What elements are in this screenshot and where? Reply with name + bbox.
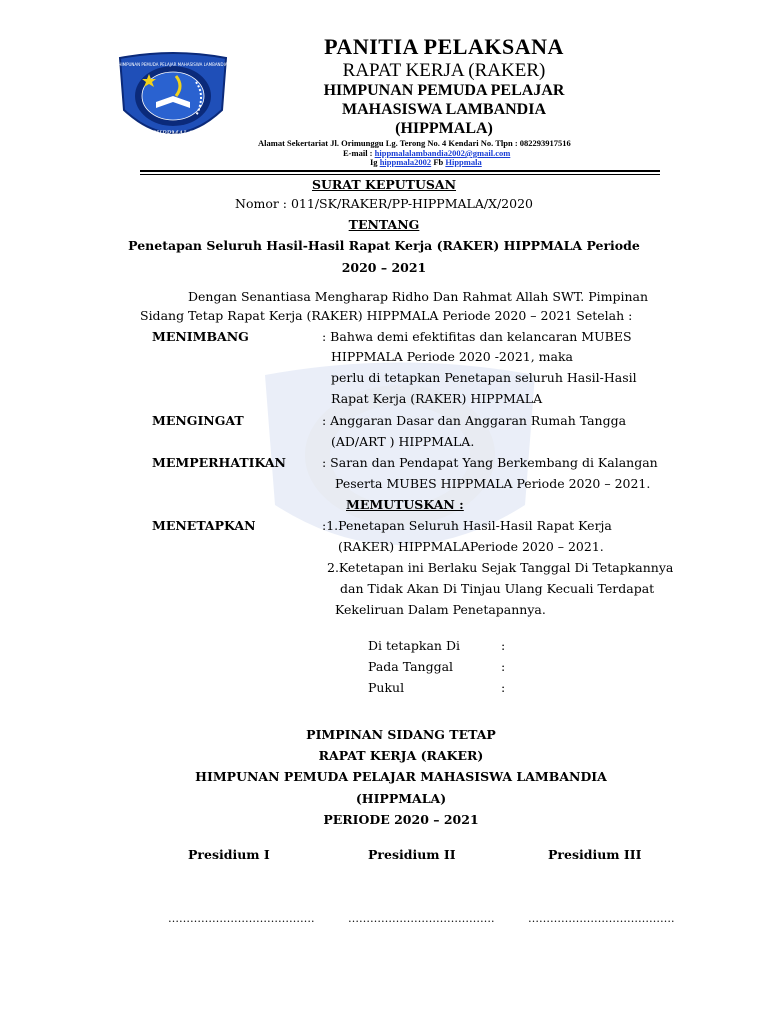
recalling-line-2: (AD/ART ) HIPPMALA. bbox=[331, 434, 475, 449]
org-line-2: RAPAT KERJA (RAKER) bbox=[342, 60, 546, 81]
header-divider-thick bbox=[140, 170, 660, 172]
considering-line-1: : Bahwa demi efektifitas dan kelancaran MUBES bbox=[322, 329, 632, 344]
address: Alamat Sekertariat Jl. Orimunggu Lg. Terong No. 4 Kendari No. Tlpn : 082293917516 bbox=[258, 138, 571, 148]
fb-label: Fb bbox=[433, 157, 444, 167]
subject-line-1: Penetapan Seluruh Hasil-Hasil Rapat Kerja (RAKER) HIPPMALA Periode bbox=[128, 238, 640, 253]
presidium-1-signature-line: …………………………………. bbox=[168, 912, 315, 925]
presidium-3-signature-line: …………………………………. bbox=[528, 912, 675, 925]
considering-line-3: perlu di tetapkan Penetapan seluruh Hasil-Hasil bbox=[331, 370, 637, 385]
time-colon: : bbox=[501, 680, 506, 695]
subject-line-2: 2020 – 2021 bbox=[341, 260, 427, 275]
deciding-label: MENETAPKAN bbox=[152, 518, 256, 533]
logo-ring-text: HIMPUNAN PEMUDA PELAJAR MAHASISWA LAMBANDIA bbox=[118, 62, 228, 67]
about-label: TENTANG bbox=[348, 217, 420, 232]
presidium-3-label: Presidium III bbox=[548, 847, 642, 862]
presidium-1-label: Presidium I bbox=[188, 847, 270, 862]
decree-title: SURAT KEPUTUSAN bbox=[311, 177, 457, 192]
intro-line-2: Sidang Tetap Rapat Kerja (RAKER) HIPPMALA Periode 2020 – 2021 Setelah : bbox=[140, 308, 633, 323]
signatory-line-1: PIMPINAN SIDANG TETAP bbox=[306, 727, 496, 742]
signatory-line-5: PERIODE 2020 – 2021 bbox=[323, 812, 479, 827]
place-label: Di tetapkan Di bbox=[368, 638, 460, 653]
signatory-line-4: (HIPPMALA) bbox=[355, 791, 447, 806]
date-colon: : bbox=[501, 659, 506, 674]
noting-line-1: : Saran dan Pendapat Yang Berkembang di Kalangan bbox=[322, 455, 658, 470]
noting-line-2: Peserta MUBES HIPPMALA Periode 2020 – 2021. bbox=[335, 476, 651, 491]
deciding-item-2-line-1: 2.Ketetapan ini Berlaku Sejak Tanggal Di Tetapkannya bbox=[327, 560, 674, 575]
recalling-line-1: : Anggaran Dasar dan Anggaran Rumah Tangga bbox=[322, 413, 627, 428]
email-link[interactable]: hippmalalambandia2002@gmail.com bbox=[374, 148, 511, 158]
time-label: Pukul bbox=[368, 680, 405, 695]
presidium-2-label: Presidium II bbox=[368, 847, 456, 862]
ig-label: Ig bbox=[370, 157, 378, 167]
ig-link[interactable]: hippmala2002 bbox=[379, 157, 432, 167]
considering-label: MENIMBANG bbox=[152, 329, 249, 344]
place-colon: : bbox=[501, 638, 506, 653]
signatory-line-2: RAPAT KERJA (RAKER) bbox=[318, 748, 484, 763]
deciding-item-1-line-1: :1.Penetapan Seluruh Hasil-Hasil Rapat Kerja bbox=[322, 518, 612, 533]
considering-line-2: HIPPMALA Periode 2020 -2021, maka bbox=[331, 349, 574, 364]
considering-line-4: Rapat Kerja (RAKER) HIPPMALA bbox=[331, 391, 543, 406]
email-label: E-mail : bbox=[343, 148, 373, 158]
social-line bbox=[370, 157, 482, 167]
noting-label: MEMPERHATIKAN bbox=[152, 455, 286, 470]
org-line-1: PANITIA PELAKSANA bbox=[324, 34, 564, 59]
deciding-item-2-line-3: Kekeliruan Dalam Penetapannya. bbox=[335, 602, 546, 617]
org-line-4: MAHASISWA LAMBANDIA bbox=[341, 101, 547, 118]
signatory-line-3: HIMPUNAN PEMUDA PELAJAR MAHASISWA LAMBANDIA bbox=[195, 769, 607, 784]
decree-number: Nomor : 011/SK/RAKER/PP-HIPPMALA/X/2020 bbox=[235, 196, 533, 211]
presidium-2-signature-line: …………………………………. bbox=[348, 912, 495, 925]
intro-line-1: Dengan Senantiasa Mengharap Ridho Dan Rahmat Allah SWT. Pimpinan bbox=[188, 289, 649, 304]
deciding-heading: MEMUTUSKAN : bbox=[346, 497, 464, 512]
org-line-5: (HIPPMALA) bbox=[395, 120, 493, 137]
org-line-3: HIMPUNAN PEMUDA PELAJAR bbox=[323, 82, 565, 99]
date-label: Pada Tanggal bbox=[368, 659, 454, 674]
deciding-item-2-line-2: dan Tidak Akan Di Tinjau Ulang Kecuali Terdapat bbox=[340, 581, 655, 596]
deciding-item-1-line-2: (RAKER) HIPPMALAPeriode 2020 – 2021. bbox=[338, 539, 604, 554]
logo-bottom-text: HIPPMALA bbox=[152, 130, 194, 138]
header-divider-thin bbox=[140, 174, 660, 175]
fb-link[interactable]: Hippmala bbox=[445, 157, 482, 167]
recalling-label: MENGINGAT bbox=[152, 413, 244, 428]
